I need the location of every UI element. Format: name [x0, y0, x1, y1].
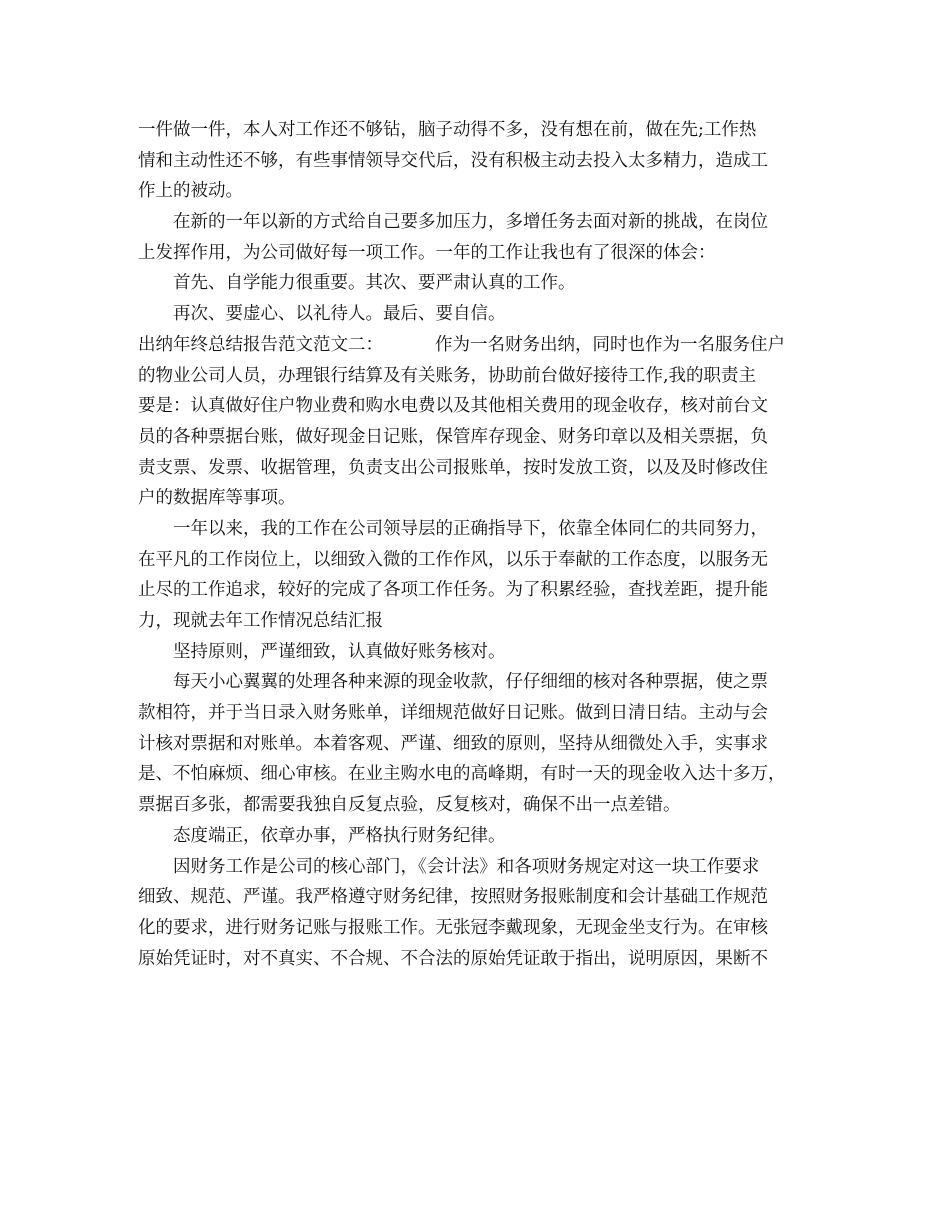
text-line: 在新的一年以新的方式给自己要多加压力，多增任务去面对新的挑战，在岗位 — [173, 212, 768, 233]
text-line: 情和主动性还不够，有些事情领导交代后，没有积极主动去投入太多精力，造成工 — [138, 150, 768, 171]
text-line: 员的各种票据台账，做好现金日记账，保管库存现金、财务印章以及相关票据，负 — [138, 426, 768, 447]
text-line: 要是：认真做好住户物业费和购水电费以及其他相关费用的现金收存，核对前台文 — [138, 396, 768, 417]
text-line: 因财务工作是公司的核心部门，《会计法》和各项财务规定对这一块工作要求 — [173, 856, 760, 877]
text-line: 一年以来，我的工作在公司领导层的正确指导下，依靠全体同仁的共同努力， — [173, 518, 768, 539]
document-body — [138, 115, 828, 974]
text-line: 原始凭证时，对不真实、不合规、不合法的原始凭证敢于指出，说明原因，果断不 — [138, 948, 768, 969]
text-line: 户的数据库等事项。 — [138, 488, 296, 509]
text-line: 上发挥作用，为公司做好每一项工作。一年的工作让我也有了很深的体会： — [138, 242, 716, 263]
text-line: 的物业公司人员，办理银行结算及有关账务，协助前台做好接待工作,我的职责主 — [138, 365, 757, 386]
section-heading-line — [138, 330, 828, 361]
text-line: 是、不怕麻烦、细心审核。在业主购水电的高峰期，有时一天的现金收入达十多万， — [138, 764, 786, 785]
text-line: 细致、规范、严谨。我严格遵守财务纪律，按照财务报账制度和会计基础工作规范 — [138, 887, 768, 908]
text-line: 态度端正，依章办事，严格执行财务纪律。 — [173, 825, 506, 846]
text-line: 作上的被动。 — [138, 181, 243, 202]
text-line: 力，现就去年工作情况总结汇报 — [138, 611, 383, 631]
text-line: 在平凡的工作岗位上，以细致入微的工作作风，以乐于奉献的工作态度，以服务无 — [138, 549, 768, 570]
section-first-sentence: 作为一名财务出纳，同时也作为一名服务住户 — [435, 334, 785, 355]
text-line: 每天小心翼翼的处理各种来源的现金收款，仔仔细细的核对各种票据，使之票 — [173, 672, 768, 693]
text-line: 责支票、发票、收据管理，负责支出公司报账单，按时发放工资，以及及时修改住 — [138, 457, 768, 478]
text-line: 计核对票据和对账单。本着客观、严谨、细致的原则，坚持从细微处入手，实事求 — [138, 733, 768, 754]
text-line: 首先、自学能力很重要。其次、要严肃认真的工作。 — [173, 273, 576, 294]
text-line: 票据百多张，都需要我独自反复点验，反复核对，确保不出一点差错。 — [138, 795, 681, 816]
section-heading: 出纳年终总结报告范文范文二： — [138, 334, 383, 355]
text-line: 一件做一件，本人对工作还不够钻，脑子动得不多，没有想在前，做在先;工作热 — [138, 120, 757, 140]
text-line: 止尽的工作追求，较好的完成了各项工作任务。为了积累经验，查找差距，提升能 — [138, 580, 768, 601]
text-line: 款相符，并于当日录入财务账单，详细规范做好日记账。做到日清日结。主动与会 — [138, 703, 768, 724]
text-line: 再次、要虚心、以礼待人。最后、要自信。 — [173, 304, 506, 325]
text-line: 化的要求，进行财务记账与报账工作。无张冠李戴现象，无现金坐支行为。在审核 — [138, 917, 768, 938]
text-line: 坚持原则，严谨细致，认真做好账务核对。 — [173, 641, 506, 662]
